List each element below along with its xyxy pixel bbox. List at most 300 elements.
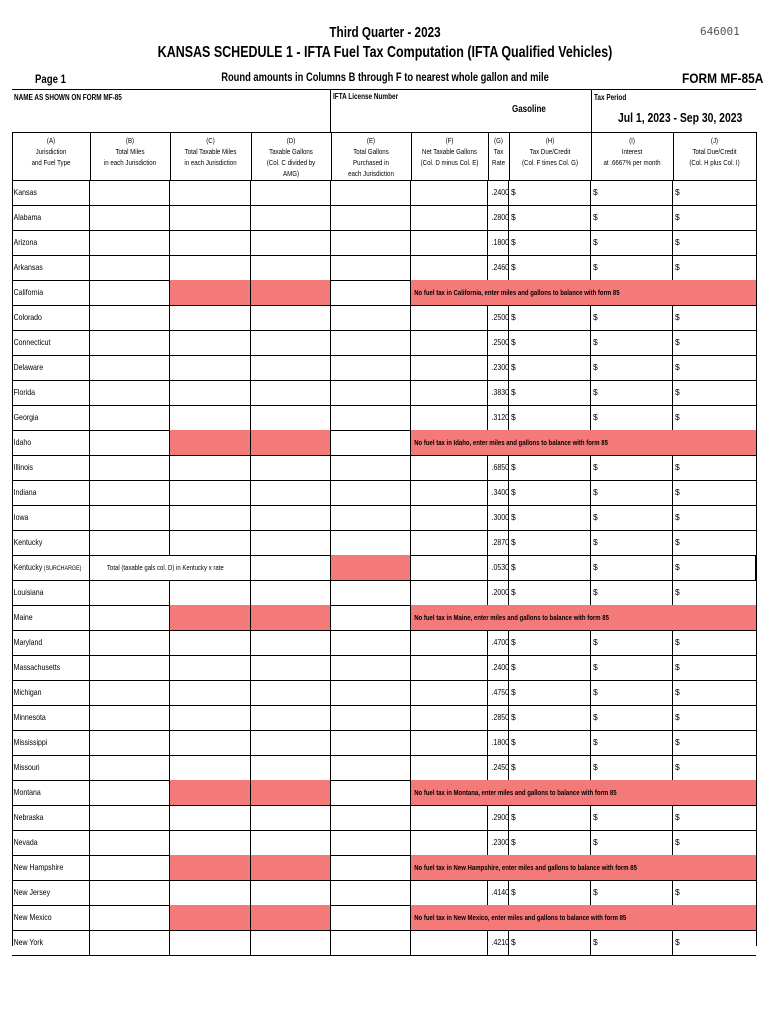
col-i-cell[interactable] — [591, 530, 673, 555]
col-i-cell[interactable] — [591, 680, 673, 705]
col-g-cell — [488, 405, 509, 430]
col-i-cell[interactable] — [591, 555, 673, 580]
col-a-cell — [12, 930, 90, 955]
col-h-cell[interactable] — [509, 880, 591, 905]
col-d-cell — [251, 905, 331, 930]
col-j-header: (J) Total Due/Credit (Col. H plus Col. I) — [689, 136, 740, 167]
col-f-cell[interactable] — [411, 455, 488, 480]
col-g-header: (G) Tax Rate — [488, 132, 510, 180]
dollar-sign: $ — [511, 512, 516, 522]
col-j-cell[interactable] — [673, 930, 756, 955]
col-b-cell[interactable] — [90, 605, 170, 630]
col-c-cell[interactable] — [170, 305, 251, 330]
col-e-cell[interactable] — [331, 430, 411, 455]
col-j-cell[interactable] — [673, 205, 756, 230]
col-c-cell[interactable] — [170, 255, 251, 280]
col-e-cell[interactable] — [331, 755, 411, 780]
name-field[interactable] — [14, 104, 328, 130]
dollar-sign: $ — [675, 212, 680, 222]
col-g-cell — [488, 505, 509, 530]
col-j-cell[interactable] — [673, 655, 756, 680]
col-b-cell[interactable] — [90, 705, 170, 730]
col-h-cell[interactable] — [509, 205, 591, 230]
col-f-cell[interactable] — [411, 830, 488, 855]
dollar-sign: $ — [511, 837, 516, 847]
col-b-cell[interactable] — [90, 280, 170, 305]
col-e-cell[interactable] — [331, 380, 411, 405]
jurisdiction-name: Kentucky (SURCHARGE) — [13, 562, 82, 572]
col-c-cell[interactable] — [170, 655, 251, 680]
col-e-cell[interactable] — [331, 255, 411, 280]
col-h-cell[interactable] — [509, 930, 591, 955]
col-i-cell[interactable] — [591, 630, 673, 655]
col-a-cell — [12, 430, 90, 455]
col-f-cell[interactable] — [411, 480, 488, 505]
col-h-cell[interactable] — [509, 630, 591, 655]
col-c-cell[interactable] — [170, 505, 251, 530]
col-c-cell[interactable] — [170, 580, 251, 605]
col-c-cell[interactable] — [170, 730, 251, 755]
col-b-cell[interactable] — [90, 480, 170, 505]
col-f-cell[interactable] — [411, 880, 488, 905]
col-d-header: (D) Taxable Gallons (Col. C divided by AMG) — [251, 132, 332, 180]
jurisdiction-name: New Jersey — [13, 887, 51, 897]
col-b-cell[interactable] — [90, 730, 170, 755]
col-f-cell[interactable] — [411, 580, 488, 605]
col-j-cell[interactable] — [673, 580, 756, 605]
license-number-field[interactable] — [333, 104, 503, 130]
col-d-cell[interactable] — [251, 705, 331, 730]
col-i-cell[interactable] — [591, 305, 673, 330]
col-i-cell[interactable] — [591, 180, 673, 205]
dollar-sign: $ — [593, 262, 598, 272]
col-e-cell[interactable] — [331, 655, 411, 680]
col-j-cell[interactable] — [673, 180, 756, 205]
col-b-cell[interactable] — [90, 530, 170, 555]
col-f-cell[interactable] — [411, 180, 488, 205]
dollar-sign: $ — [675, 262, 680, 272]
dollar-sign: $ — [675, 487, 680, 497]
col-b-cell[interactable] — [90, 305, 170, 330]
table-row — [12, 755, 756, 781]
col-e-cell[interactable] — [331, 305, 411, 330]
col-b-cell[interactable] — [90, 505, 170, 530]
dollar-sign: $ — [593, 237, 598, 247]
col-j-cell[interactable] — [673, 505, 756, 530]
col-d-cell[interactable] — [251, 180, 331, 205]
col-j-cell[interactable] — [673, 355, 756, 380]
col-d-cell — [251, 280, 331, 305]
col-e-cell[interactable] — [331, 905, 411, 930]
no-fuel-tax-note: No fuel tax in Idaho, enter miles and gallons to balance with form 85 — [414, 438, 608, 447]
col-j-cell[interactable] — [673, 480, 756, 505]
col-d-cell[interactable] — [251, 305, 331, 330]
no-fuel-tax-note: No fuel tax in California, enter miles and gallons to balance with form 85 — [414, 288, 620, 297]
col-c-cell[interactable] — [170, 380, 251, 405]
col-f-cell[interactable] — [411, 655, 488, 680]
col-a-cell — [12, 880, 90, 905]
dollar-sign: $ — [593, 512, 598, 522]
col-c-cell[interactable] — [170, 355, 251, 380]
col-j-cell[interactable] — [673, 805, 756, 830]
dollar-sign: $ — [593, 887, 598, 897]
dollar-sign: $ — [593, 537, 598, 547]
col-a-cell — [12, 705, 90, 730]
tax-rate: .2500 — [491, 312, 510, 322]
dollar-sign: $ — [593, 487, 598, 497]
col-h-cell[interactable] — [509, 705, 591, 730]
col-d-cell[interactable] — [251, 530, 331, 555]
col-f-cell[interactable] — [411, 380, 488, 405]
col-e-cell[interactable] — [331, 680, 411, 705]
table-row — [12, 555, 756, 581]
col-h-cell[interactable] — [509, 380, 591, 405]
col-e-cell[interactable] — [331, 630, 411, 655]
no-fuel-tax-note: No fuel tax in New Hampshire, enter miles and gallons to balance with form 85 — [414, 863, 637, 872]
col-j-cell[interactable] — [673, 680, 756, 705]
col-h-cell[interactable] — [509, 830, 591, 855]
col-h-cell[interactable] — [509, 505, 591, 530]
col-j-cell[interactable] — [673, 705, 756, 730]
table-row — [12, 505, 756, 531]
col-d-cell[interactable] — [251, 680, 331, 705]
col-b-cell[interactable] — [90, 230, 170, 255]
col-e-cell[interactable] — [331, 355, 411, 380]
col-h-cell[interactable] — [509, 655, 591, 680]
col-i-cell[interactable] — [591, 505, 673, 530]
name-label: NAME AS SHOWN ON FORM MF-85 — [14, 93, 122, 102]
col-b-cell[interactable] — [90, 755, 170, 780]
schedule-title: KANSAS SCHEDULE 1 - IFTA Fuel Tax Computation (IFTA Qualified Vehicles) — [157, 44, 613, 61]
col-d-cell[interactable] — [251, 230, 331, 255]
col-i-cell[interactable] — [591, 730, 673, 755]
table-row — [12, 855, 756, 881]
col-j-cell[interactable] — [673, 305, 756, 330]
col-b-cell[interactable] — [90, 355, 170, 380]
dollar-sign: $ — [675, 812, 680, 822]
tax-rate: .4750 — [491, 687, 510, 697]
table-row — [12, 405, 756, 431]
col-h-cell[interactable] — [509, 555, 591, 580]
dollar-sign: $ — [593, 412, 598, 422]
col-h-cell[interactable] — [509, 305, 591, 330]
tax-period: Jul 1, 2023 - Sep 30, 2023 — [618, 110, 743, 125]
col-b-cell[interactable] — [90, 430, 170, 455]
col-a-cell — [12, 180, 90, 205]
col-c-cell[interactable] — [170, 330, 251, 355]
col-i-cell[interactable] — [591, 230, 673, 255]
col-h-cell[interactable] — [509, 730, 591, 755]
col-c-cell[interactable] — [170, 880, 251, 905]
col-f-cell[interactable] — [411, 330, 488, 355]
col-h-cell[interactable] — [509, 530, 591, 555]
jurisdiction-name: Michigan — [13, 687, 42, 697]
col-h-cell[interactable] — [509, 255, 591, 280]
col-d-cell[interactable] — [251, 555, 331, 580]
jurisdiction-name: New York — [13, 937, 44, 947]
col-h-cell[interactable] — [509, 580, 591, 605]
col-c-cell[interactable] — [170, 705, 251, 730]
col-f-cell[interactable] — [411, 705, 488, 730]
col-b-cell[interactable] — [90, 680, 170, 705]
dollar-sign: $ — [675, 362, 680, 372]
col-e-cell[interactable] — [331, 330, 411, 355]
tax-rate: .6850 — [491, 462, 510, 472]
col-c-cell[interactable] — [170, 480, 251, 505]
table-row — [12, 630, 756, 656]
col-j-cell[interactable] — [673, 755, 756, 780]
col-i-cell[interactable] — [591, 830, 673, 855]
col-d-cell[interactable] — [251, 205, 331, 230]
col-f-cell[interactable] — [411, 930, 488, 955]
col-h-cell[interactable] — [509, 330, 591, 355]
col-h-cell[interactable] — [509, 405, 591, 430]
col-h-cell[interactable] — [509, 355, 591, 380]
col-i-cell[interactable] — [591, 405, 673, 430]
col-b-cell[interactable] — [90, 780, 170, 805]
col-i-cell[interactable] — [591, 355, 673, 380]
col-d-cell[interactable] — [251, 830, 331, 855]
col-d-cell[interactable] — [251, 380, 331, 405]
table-row — [12, 830, 756, 856]
col-h-cell[interactable] — [509, 230, 591, 255]
dollar-sign: $ — [675, 387, 680, 397]
col-e-cell[interactable] — [331, 530, 411, 555]
col-e-cell[interactable] — [331, 880, 411, 905]
col-a-cell — [12, 730, 90, 755]
col-c-cell[interactable] — [170, 455, 251, 480]
dollar-sign: $ — [593, 337, 598, 347]
col-b-cell[interactable] — [90, 880, 170, 905]
col-d-cell[interactable] — [251, 580, 331, 605]
col-c-cell[interactable] — [170, 930, 251, 955]
col-b-cell[interactable] — [90, 255, 170, 280]
col-i-cell[interactable] — [591, 805, 673, 830]
col-e-cell[interactable] — [331, 705, 411, 730]
col-b-cell[interactable] — [90, 330, 170, 355]
col-b-cell[interactable] — [90, 205, 170, 230]
col-i-cell[interactable] — [591, 705, 673, 730]
col-c-cell — [170, 280, 251, 305]
col-f-cell[interactable] — [411, 355, 488, 380]
col-d-cell[interactable] — [251, 805, 331, 830]
col-c-cell[interactable] — [170, 755, 251, 780]
col-i-cell[interactable] — [591, 330, 673, 355]
col-e-cell[interactable] — [331, 580, 411, 605]
col-d-cell[interactable] — [251, 480, 331, 505]
col-e-cell[interactable] — [331, 730, 411, 755]
col-f-cell[interactable] — [411, 730, 488, 755]
col-d-cell[interactable] — [251, 630, 331, 655]
col-f-cell[interactable] — [411, 205, 488, 230]
col-f-cell[interactable] — [411, 305, 488, 330]
col-j-cell[interactable] — [673, 555, 756, 580]
col-g-cell — [488, 205, 509, 230]
dollar-sign: $ — [511, 487, 516, 497]
col-e-cell[interactable] — [331, 505, 411, 530]
col-c-cell[interactable] — [170, 530, 251, 555]
col-e-cell[interactable] — [331, 280, 411, 305]
col-h-cell[interactable] — [509, 180, 591, 205]
col-c-cell[interactable] — [170, 630, 251, 655]
col-b-cell[interactable] — [90, 805, 170, 830]
col-e-cell[interactable] — [331, 180, 411, 205]
col-c-cell[interactable] — [170, 680, 251, 705]
col-i-cell[interactable] — [591, 580, 673, 605]
col-j-cell[interactable] — [673, 830, 756, 855]
col-b-cell[interactable] — [90, 630, 170, 655]
col-g-cell — [488, 655, 509, 680]
col-e-cell[interactable] — [331, 205, 411, 230]
col-i-cell[interactable] — [591, 755, 673, 780]
col-i-cell[interactable] — [591, 380, 673, 405]
tax-rate: .2870 — [491, 537, 510, 547]
col-g-cell — [488, 255, 509, 280]
col-e-cell[interactable] — [331, 780, 411, 805]
col-f-cell[interactable] — [411, 630, 488, 655]
col-d-cell[interactable] — [251, 730, 331, 755]
col-h-cell[interactable] — [509, 480, 591, 505]
col-e-cell[interactable] — [331, 455, 411, 480]
col-i-cell[interactable] — [591, 880, 673, 905]
dollar-sign: $ — [593, 187, 598, 197]
dollar-sign: $ — [675, 512, 680, 522]
col-f-cell[interactable] — [411, 505, 488, 530]
col-g-cell — [488, 380, 509, 405]
col-d-cell[interactable] — [251, 930, 331, 955]
col-d-cell[interactable] — [251, 880, 331, 905]
dollar-sign: $ — [593, 362, 598, 372]
col-h-cell[interactable] — [509, 455, 591, 480]
col-j-cell[interactable] — [673, 405, 756, 430]
col-f-cell[interactable] — [411, 230, 488, 255]
col-e-cell[interactable] — [331, 855, 411, 880]
col-c-cell[interactable] — [170, 180, 251, 205]
jurisdiction-name: New Hampshire — [13, 862, 64, 872]
col-j-cell[interactable] — [673, 230, 756, 255]
col-d-cell[interactable] — [251, 505, 331, 530]
col-a-cell — [12, 605, 90, 630]
col-i-cell[interactable] — [591, 655, 673, 680]
col-b-cell[interactable] — [90, 655, 170, 680]
col-a-cell — [12, 380, 90, 405]
col-f-header: (F) Net Taxable Gallons (Col. D minus Col. E) — [411, 132, 489, 180]
jurisdiction-name: Florida — [13, 387, 35, 397]
col-b-cell[interactable] — [90, 930, 170, 955]
tax-period-label: Tax Period — [594, 93, 627, 102]
col-b-cell[interactable] — [90, 855, 170, 880]
col-j-cell[interactable] — [673, 380, 756, 405]
table-row — [12, 205, 756, 231]
tax-rate: .3120 — [491, 412, 510, 422]
col-f-cell[interactable] — [411, 755, 488, 780]
col-a-cell — [12, 780, 90, 805]
col-c-cell[interactable] — [170, 205, 251, 230]
col-e-cell[interactable] — [331, 230, 411, 255]
col-c-cell[interactable] — [170, 805, 251, 830]
dollar-sign: $ — [511, 887, 516, 897]
col-g-cell — [488, 530, 509, 555]
jurisdiction-name: Alabama — [13, 212, 42, 222]
col-j-cell[interactable] — [673, 630, 756, 655]
col-c-cell[interactable] — [170, 230, 251, 255]
col-c-cell[interactable] — [170, 405, 251, 430]
col-i-cell[interactable] — [591, 255, 673, 280]
col-e-cell[interactable] — [331, 830, 411, 855]
dollar-sign: $ — [675, 312, 680, 322]
col-i-header: (I) Interest at .6667% per month — [591, 132, 674, 180]
col-i-cell[interactable] — [591, 480, 673, 505]
col-h-cell[interactable] — [509, 755, 591, 780]
col-f-cell[interactable] — [411, 680, 488, 705]
dollar-sign: $ — [675, 687, 680, 697]
col-d-cell[interactable] — [251, 455, 331, 480]
col-c-cell[interactable] — [170, 830, 251, 855]
col-i-cell[interactable] — [591, 930, 673, 955]
col-b-cell[interactable] — [90, 405, 170, 430]
col-j-cell[interactable] — [673, 530, 756, 555]
col-d-cell[interactable] — [251, 330, 331, 355]
col-h-cell[interactable] — [509, 805, 591, 830]
col-b-cell[interactable] — [90, 905, 170, 930]
col-j-cell[interactable] — [673, 730, 756, 755]
col-i-cell[interactable] — [591, 205, 673, 230]
col-b-cell[interactable] — [90, 380, 170, 405]
col-f-cell[interactable] — [411, 405, 488, 430]
col-b-cell[interactable] — [90, 830, 170, 855]
table-row — [12, 930, 756, 956]
col-i-cell[interactable] — [591, 455, 673, 480]
col-e-cell[interactable] — [331, 930, 411, 955]
table-row — [12, 380, 756, 406]
col-j-cell[interactable] — [673, 880, 756, 905]
table-row — [12, 330, 756, 356]
col-e-cell[interactable] — [331, 805, 411, 830]
col-b-cell[interactable] — [90, 580, 170, 605]
col-a-cell — [12, 505, 90, 530]
dollar-sign: $ — [593, 737, 598, 747]
col-a-cell — [12, 455, 90, 480]
table-row — [12, 905, 756, 931]
col-e-cell[interactable] — [331, 480, 411, 505]
jurisdiction-name: Massachusetts — [13, 662, 61, 672]
col-e-cell[interactable] — [331, 605, 411, 630]
dollar-sign: $ — [511, 262, 516, 272]
col-j-cell[interactable] — [673, 330, 756, 355]
col-b-cell[interactable] — [90, 180, 170, 205]
col-h-cell[interactable] — [509, 680, 591, 705]
col-d-cell[interactable] — [251, 355, 331, 380]
col-j-cell[interactable] — [673, 255, 756, 280]
col-a-header: (A) Jurisdiction and Fuel Type — [12, 132, 91, 180]
col-d-cell[interactable] — [251, 655, 331, 680]
col-d-cell[interactable] — [251, 255, 331, 280]
dollar-sign: $ — [593, 687, 598, 697]
col-f-cell[interactable] — [411, 805, 488, 830]
dollar-sign: $ — [511, 762, 516, 772]
tax-rate: .0530 — [491, 562, 510, 572]
col-d-cell[interactable] — [251, 755, 331, 780]
col-b-cell[interactable] — [90, 455, 170, 480]
col-e-cell[interactable] — [331, 405, 411, 430]
col-f-cell[interactable] — [411, 255, 488, 280]
col-j-cell[interactable] — [673, 455, 756, 480]
dollar-sign: $ — [675, 762, 680, 772]
col-f-cell[interactable] — [411, 555, 488, 580]
col-d-cell[interactable] — [251, 405, 331, 430]
table-row — [12, 655, 756, 681]
col-f-cell[interactable] — [411, 530, 488, 555]
